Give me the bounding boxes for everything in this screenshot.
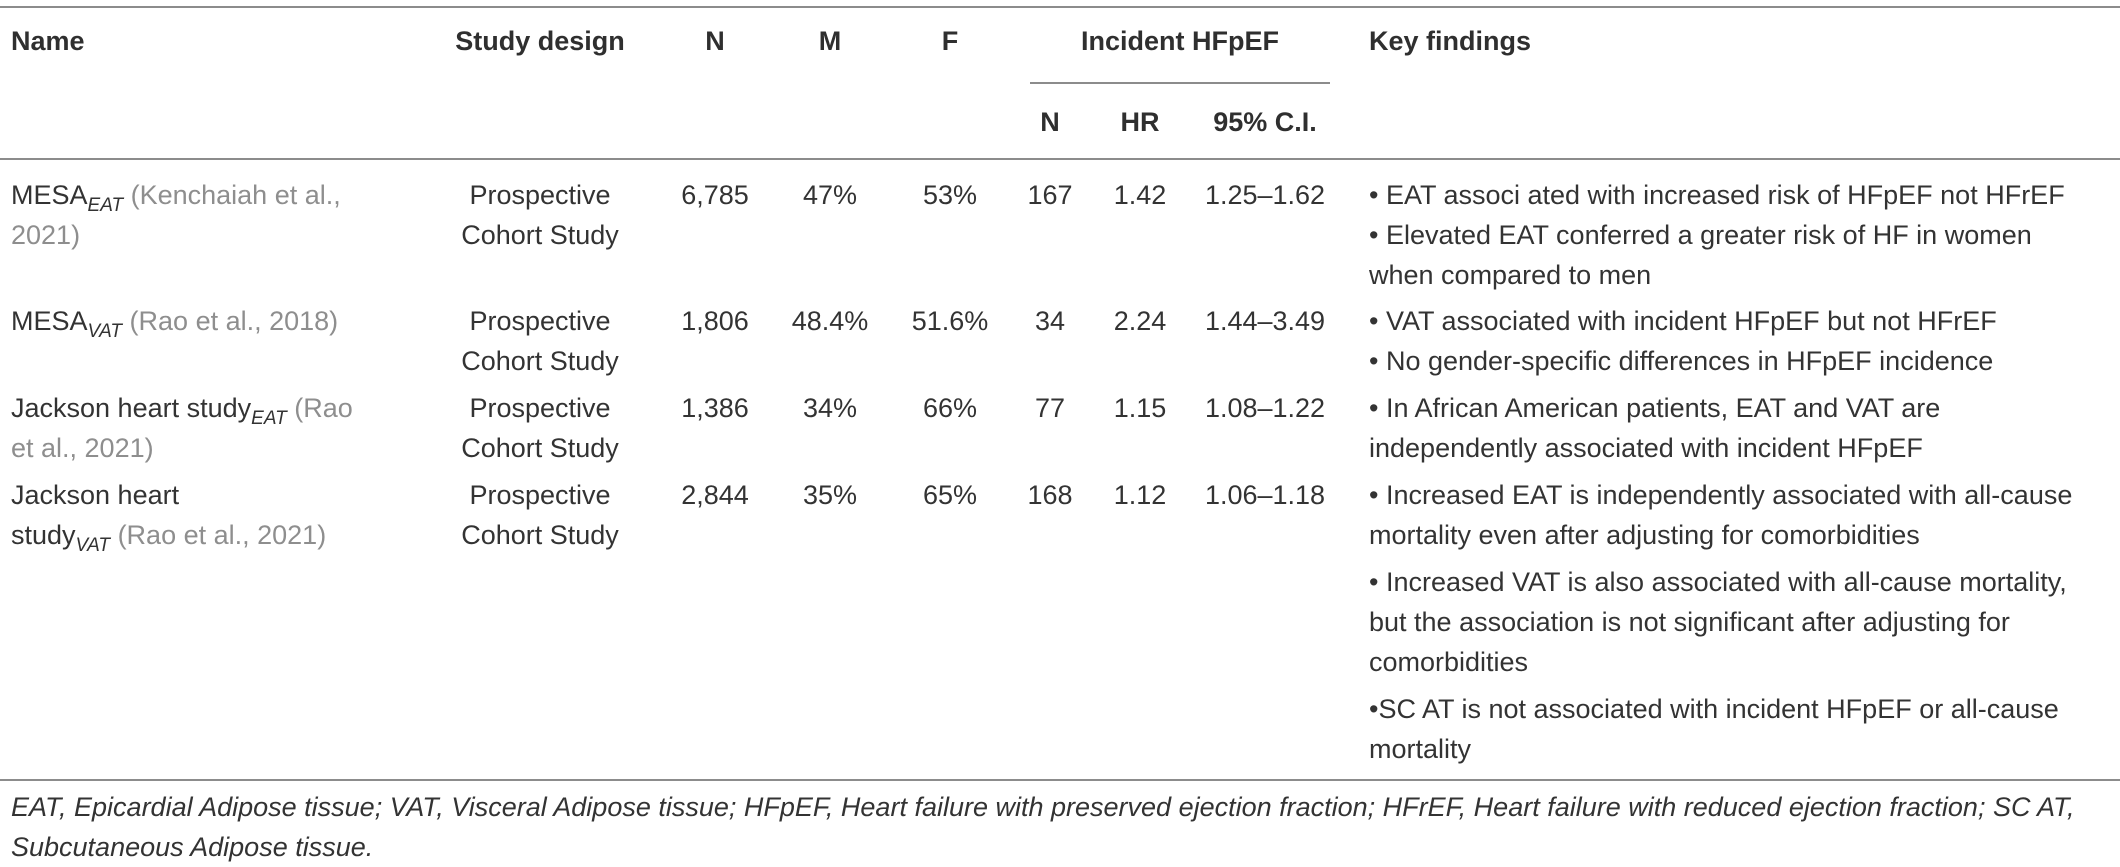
row3-finding-1: • In African American patients, EAT and VAT are xyxy=(1369,393,1941,423)
header-bottom-rule xyxy=(0,158,2120,160)
row4-f: 65% xyxy=(922,480,978,510)
row2-name-text: MESA xyxy=(11,306,88,336)
row2-m: 48.4% xyxy=(791,306,869,336)
row4-finding-1-cont: mortality even after adjusting for comorbidities xyxy=(1369,520,1920,550)
row3-f: 66% xyxy=(922,393,978,423)
row1-design-line2: Cohort Study xyxy=(461,220,619,250)
row4-name-subscript: VAT xyxy=(75,535,111,556)
row2-ci: 1.44–3.49 xyxy=(1204,306,1326,336)
row1-citation-link[interactable]: (Kenchaiah et al., xyxy=(130,180,341,210)
row1-design-line1: Prospective xyxy=(469,180,611,210)
row3-n: 1,386 xyxy=(681,393,749,423)
row1-name-subscript: EAT xyxy=(87,195,124,216)
row1-finding-1: • EAT associ ated with increased risk of HFpEF not HFrEF xyxy=(1369,180,2065,210)
row4-name-line2 xyxy=(11,515,326,555)
row4-design-line1: Prospective xyxy=(469,480,611,510)
row1-incident-n: 167 xyxy=(1027,180,1073,210)
row2-name xyxy=(11,301,338,341)
row2-hr: 2.24 xyxy=(1113,306,1167,336)
row4-design-line2: Cohort Study xyxy=(461,520,619,550)
row3-citation-link-cont[interactable]: et al., 2021) xyxy=(11,433,154,463)
header-n: N xyxy=(705,26,725,56)
row3-design-line1: Prospective xyxy=(469,393,611,423)
row3-name xyxy=(11,388,353,428)
row2-incident-n: 34 xyxy=(1034,306,1066,336)
row2-design-line2: Cohort Study xyxy=(461,346,619,376)
row4-citation-link[interactable]: (Rao et al., 2021) xyxy=(117,520,327,550)
row4-n: 2,844 xyxy=(681,480,749,510)
row2-n: 1,806 xyxy=(681,306,749,336)
incident-hfpef-rule xyxy=(1030,82,1330,84)
row1-citation-link-cont[interactable]: 2021) xyxy=(11,220,81,250)
row2-f: 51.6% xyxy=(911,306,989,336)
row4-name: Jackson heart xyxy=(11,480,180,510)
row4-finding-2-cont2: comorbidities xyxy=(1369,647,1529,677)
row3-m: 34% xyxy=(802,393,858,423)
row2-name-subscript: VAT xyxy=(87,321,123,342)
row3-name-subscript: EAT xyxy=(251,408,287,429)
header-incident-n: N xyxy=(1040,107,1060,137)
row1-finding-2-cont: when compared to men xyxy=(1369,260,1652,290)
row4-finding-1: • Increased EAT is independently associated with all-cause xyxy=(1369,480,2073,510)
row1-n: 6,785 xyxy=(681,180,749,210)
row4-incident-n: 168 xyxy=(1027,480,1073,510)
row2-citation-link[interactable]: (Rao et al., 2018) xyxy=(129,306,339,336)
table-footnote: EAT, Epicardial Adipose tissue; VAT, Visceral Adipose tissue; HFpEF, Heart failure with preserved ejection fraction; HFrEF, Heart failure with reduced ejection fraction; SC AT, Subcutaneous Adipose tissue. xyxy=(11,792,2075,862)
row1-ci: 1.25–1.62 xyxy=(1204,180,1326,210)
header-incident-hfpef: Incident HFpEF xyxy=(1081,26,1279,56)
header-hr: HR xyxy=(1120,107,1160,137)
row4-ci: 1.06–1.18 xyxy=(1204,480,1326,510)
row4-finding-3: •SC AT is not associated with incident HFpEF or all-cause xyxy=(1369,694,2059,724)
top-rule xyxy=(0,6,2120,8)
row4-name-text: study xyxy=(11,520,76,550)
row4-hr: 1.12 xyxy=(1113,480,1167,510)
header-key-findings: Key findings xyxy=(1369,26,1532,56)
header-name: Name xyxy=(11,26,85,56)
row2-finding-2: • No gender-specific differences in HFpEF incidence xyxy=(1369,346,1994,376)
header-f: F xyxy=(941,26,959,56)
row2-design-line1: Prospective xyxy=(469,306,611,336)
header-m: M xyxy=(818,26,842,56)
row3-design-line2: Cohort Study xyxy=(461,433,619,463)
row1-finding-2: • Elevated EAT conferred a greater risk of HF in women xyxy=(1369,220,2032,250)
row1-name-text: MESA xyxy=(11,180,88,210)
row3-name-text: Jackson heart study xyxy=(11,393,252,423)
row2-finding-1: • VAT associated with incident HFpEF but not HFrEF xyxy=(1369,306,1997,336)
header-study-design: Study design xyxy=(455,26,625,56)
row4-finding-2: • Increased VAT is also associated with all-cause mortality, xyxy=(1369,567,2067,597)
row3-citation-link[interactable]: (Rao xyxy=(294,393,353,423)
table-bottom-rule xyxy=(0,779,2120,781)
row3-finding-1-cont: independently associated with incident HFpEF xyxy=(1369,433,1923,463)
row4-m: 35% xyxy=(802,480,858,510)
row3-ci: 1.08–1.22 xyxy=(1204,393,1326,423)
row1-f: 53% xyxy=(922,180,978,210)
row1-hr: 1.42 xyxy=(1113,180,1167,210)
row1-name xyxy=(11,175,341,215)
row3-hr: 1.15 xyxy=(1113,393,1167,423)
header-ci: 95% C.I. xyxy=(1213,107,1317,137)
row4-finding-3-cont: mortality xyxy=(1369,734,1472,764)
row3-incident-n: 77 xyxy=(1034,393,1066,423)
row4-finding-2-cont: but the association is not significant after adjusting for xyxy=(1369,607,2010,637)
row1-m: 47% xyxy=(802,180,858,210)
